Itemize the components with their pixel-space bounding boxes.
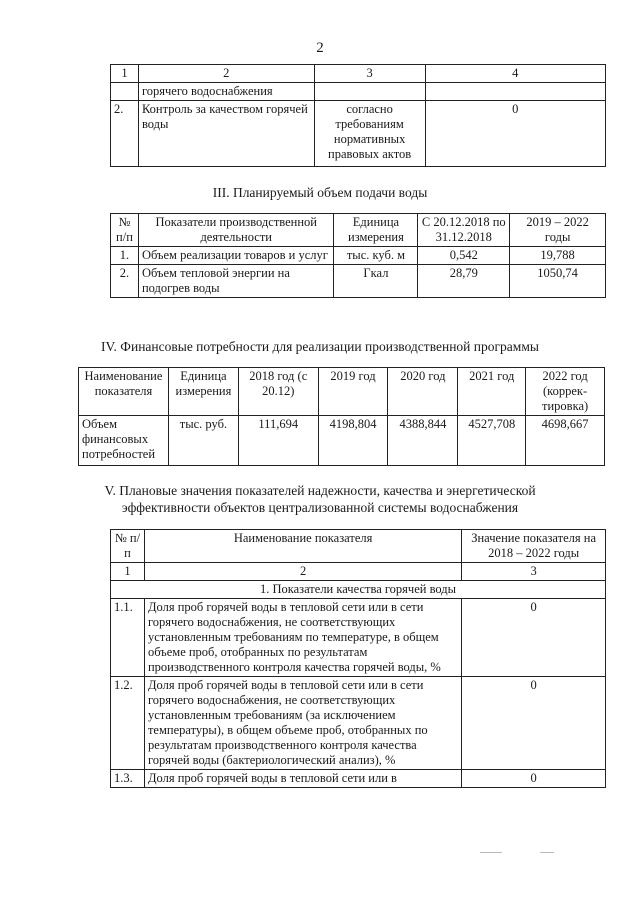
row-name: Контроль за качеством горячей воды — [138, 101, 314, 167]
table-row — [79, 416, 605, 466]
row-value: 0 — [462, 770, 606, 788]
section5-title-line1: V. Плановые значения показателей надежности, качества и энергетической — [104, 483, 536, 498]
header-cell: 2 — [138, 65, 314, 83]
scan-mark — [480, 852, 502, 853]
table-header-row — [79, 368, 605, 416]
row-unit: тыс. куб. м — [334, 247, 418, 265]
row-name: горячего водоснабжения — [138, 83, 314, 101]
header-cell: Единица измерения — [334, 214, 418, 247]
row-value: 4527,708 — [458, 416, 526, 466]
header-cell: 1 — [111, 65, 139, 83]
row-num: 1.3. — [111, 770, 145, 788]
col-number: 2 — [144, 563, 461, 581]
row-value — [425, 83, 605, 101]
row-name: Доля проб горячей воды в тепловой сети или в сети горячего водоснабжения, не соответствующих установленным требованиям (за исключением температуры), в общем объеме проб, отобранных по результатам производственного контроля качества горячей воды (бактериологический анализ), % — [144, 677, 461, 770]
row-value: 0 — [425, 101, 605, 167]
group-title: 1. Показатели качества горячей воды — [111, 581, 606, 599]
header-cell: 2021 год — [458, 368, 526, 416]
table-quality-indicators — [110, 529, 606, 788]
col-number: 3 — [462, 563, 606, 581]
header-cell: Наименование показателя — [79, 368, 169, 416]
table-row — [111, 599, 606, 677]
row-value: 0 — [462, 599, 606, 677]
header-cell: 4 — [425, 65, 605, 83]
row-name: Объем финансовых потребностей — [79, 416, 169, 466]
row-value: 0 — [462, 677, 606, 770]
header-cell: С 20.12.2018 по 31.12.2018 — [418, 214, 510, 247]
row-num: 1.2. — [111, 677, 145, 770]
header-cell: № п/п — [111, 530, 145, 563]
row-value: 111,694 — [238, 416, 318, 466]
table-row — [111, 247, 606, 265]
table-row — [111, 83, 606, 101]
row-num — [111, 83, 139, 101]
header-cell: Значение показателя на 2018 – 2022 годы — [462, 530, 606, 563]
row-value: 1050,74 — [510, 265, 606, 298]
header-cell: 2022 год (коррек-тировка) — [526, 368, 605, 416]
header-cell: 2019 год — [318, 368, 388, 416]
header-cell: 2018 год (с 20.12) — [238, 368, 318, 416]
row-value: 0,542 — [418, 247, 510, 265]
header-cell: 2019 – 2022 годы — [510, 214, 606, 247]
row-value: 19,788 — [510, 247, 606, 265]
row-num: 1.1. — [111, 599, 145, 677]
row-value: 4388,844 — [388, 416, 458, 466]
table-water-supply — [110, 213, 606, 298]
row-name: Объем тепловой энергии на подогрев воды — [138, 265, 334, 298]
table-row — [111, 770, 606, 788]
header-cell: Единица измерения — [168, 368, 238, 416]
column-number-row — [111, 563, 606, 581]
section5-title-line2: эффективности объектов централизованной системы водоснабжения — [121, 500, 519, 515]
table-continuation — [110, 64, 606, 167]
table-row — [111, 265, 606, 298]
page-number: 2 — [316, 40, 324, 56]
table-row — [111, 677, 606, 770]
row-unit: Гкал — [334, 265, 418, 298]
row-name: Доля проб горячей воды в тепловой сети или в сети горячего водоснабжения, не соответствующих установленным требованиям по температуре, в общем объеме проб, отобранных по результатам производственного контроля качества горячей воды, % — [144, 599, 461, 677]
row-name: Доля проб горячей воды в тепловой сети или в — [144, 770, 461, 788]
table-header-row — [111, 65, 606, 83]
row-basis — [314, 83, 425, 101]
section3-title: III. Планируемый объем подачи воды — [212, 185, 428, 200]
row-value: 4198,804 — [318, 416, 388, 466]
scan-mark — [540, 852, 554, 853]
row-name: Объем реализации товаров и услуг — [138, 247, 334, 265]
table-row — [111, 101, 606, 167]
header-cell: Показатели производственной деятельности — [138, 214, 334, 247]
table-header-row — [111, 214, 606, 247]
group-title-row — [111, 581, 606, 599]
header-cell: Наименование показателя — [144, 530, 461, 563]
row-num: 2. — [111, 265, 139, 298]
row-basis: согласно требованиям нормативных правовых актов — [314, 101, 425, 167]
col-number: 1 — [111, 563, 145, 581]
header-cell: 2020 год — [388, 368, 458, 416]
row-value: 28,79 — [418, 265, 510, 298]
row-unit: тыс. руб. — [168, 416, 238, 466]
table-header-row — [111, 530, 606, 563]
table-financial-needs — [78, 367, 605, 466]
row-num: 1. — [111, 247, 139, 265]
header-cell: № п/п — [111, 214, 139, 247]
row-num: 2. — [111, 101, 139, 167]
header-cell: 3 — [314, 65, 425, 83]
section4-title: IV. Финансовые потребности для реализации производственной программы — [101, 339, 539, 354]
row-value: 4698,667 — [526, 416, 605, 466]
